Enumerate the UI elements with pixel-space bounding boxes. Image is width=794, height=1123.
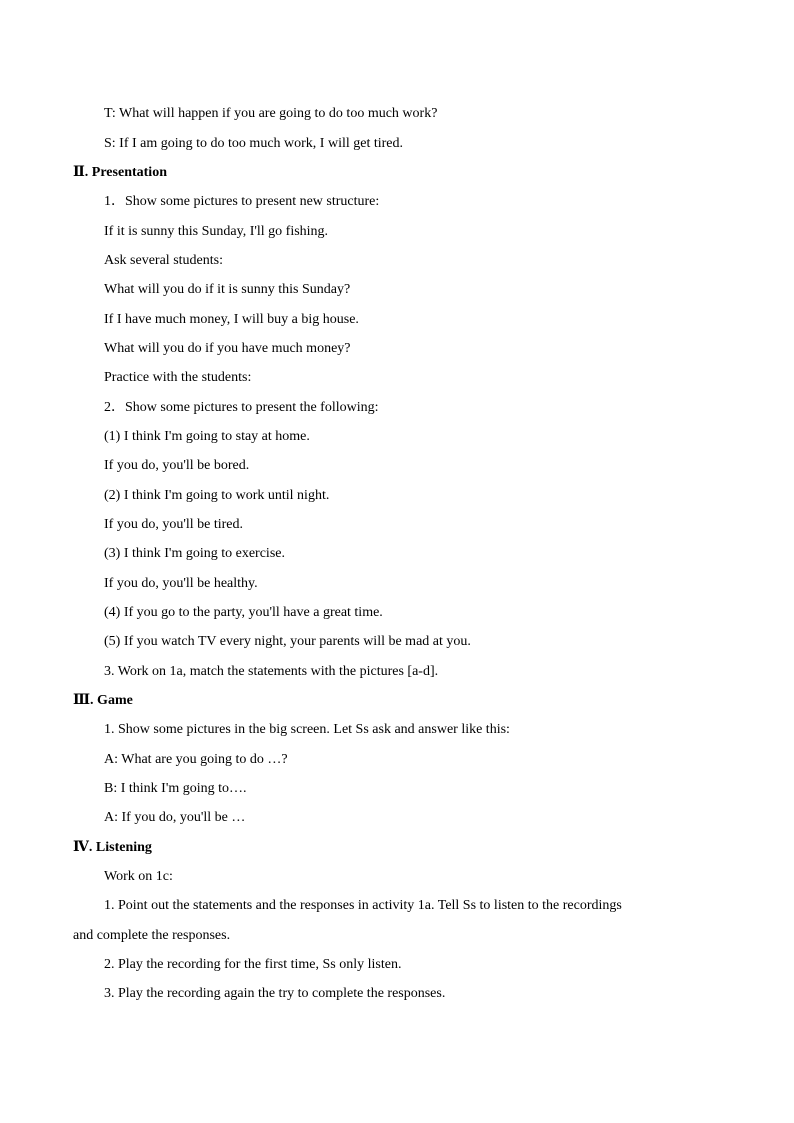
listening-line-3: and complete the responses. bbox=[73, 928, 231, 943]
presentation-line-2: If it is sunny this Sunday, I'll go fishing. bbox=[104, 224, 329, 239]
game-line-4: A: If you do, you'll be … bbox=[104, 810, 246, 825]
game-line-2: A: What are you going to do …? bbox=[104, 752, 288, 767]
presentation-line-17: 3. Work on 1a, match the statements with the pictures [a-d]. bbox=[104, 664, 439, 679]
listening-line-4: 2. Play the recording for the first time, Ss only listen. bbox=[104, 957, 402, 972]
presentation-line-14: If you do, you'll be healthy. bbox=[104, 576, 258, 591]
presentation-line-1: 1．Show some pictures to present new structure: bbox=[104, 194, 380, 209]
presentation-line-10: If you do, you'll be bored. bbox=[104, 458, 250, 473]
warmup-line-2: S: If I am going to do too much work, I will get tired. bbox=[104, 136, 404, 151]
presentation-line-3: Ask several students: bbox=[104, 253, 223, 268]
presentation-line-4: What will you do if it is sunny this Sunday? bbox=[104, 282, 351, 297]
listening-line-1: Work on 1c: bbox=[104, 869, 173, 884]
presentation-line-6: What will you do if you have much money? bbox=[104, 341, 351, 356]
listening-line-5: 3. Play the recording again the try to complete the responses. bbox=[104, 986, 446, 1001]
presentation-line-16: (5) If you watch TV every night, your parents will be mad at you. bbox=[104, 634, 471, 649]
presentation-line-5: If I have much money, I will buy a big house. bbox=[104, 312, 359, 327]
section-heading-presentation: Ⅱ. Presentation bbox=[73, 165, 167, 180]
presentation-line-9: (1) I think I'm going to stay at home. bbox=[104, 429, 310, 444]
presentation-line-7: Practice with the students: bbox=[104, 370, 252, 385]
presentation-line-15: (4) If you go to the party, you'll have a great time. bbox=[104, 605, 383, 620]
game-line-1: 1. Show some pictures in the big screen. Let Ss ask and answer like this: bbox=[104, 722, 510, 737]
section-heading-listening: Ⅳ. Listening bbox=[73, 840, 152, 855]
presentation-line-8: 2．Show some pictures to present the following: bbox=[104, 400, 379, 415]
presentation-line-13: (3) I think I'm going to exercise. bbox=[104, 546, 285, 561]
presentation-line-11: (2) I think I'm going to work until night. bbox=[104, 488, 330, 503]
section-heading-game: Ⅲ. Game bbox=[73, 693, 133, 708]
presentation-line-12: If you do, you'll be tired. bbox=[104, 517, 243, 532]
listening-line-2: 1. Point out the statements and the responses in activity 1a. Tell Ss to listen to the recordings bbox=[104, 898, 622, 913]
warmup-line-1: T: What will happen if you are going to do too much work? bbox=[104, 106, 438, 121]
game-line-3: B: I think I'm going to…. bbox=[104, 781, 247, 796]
